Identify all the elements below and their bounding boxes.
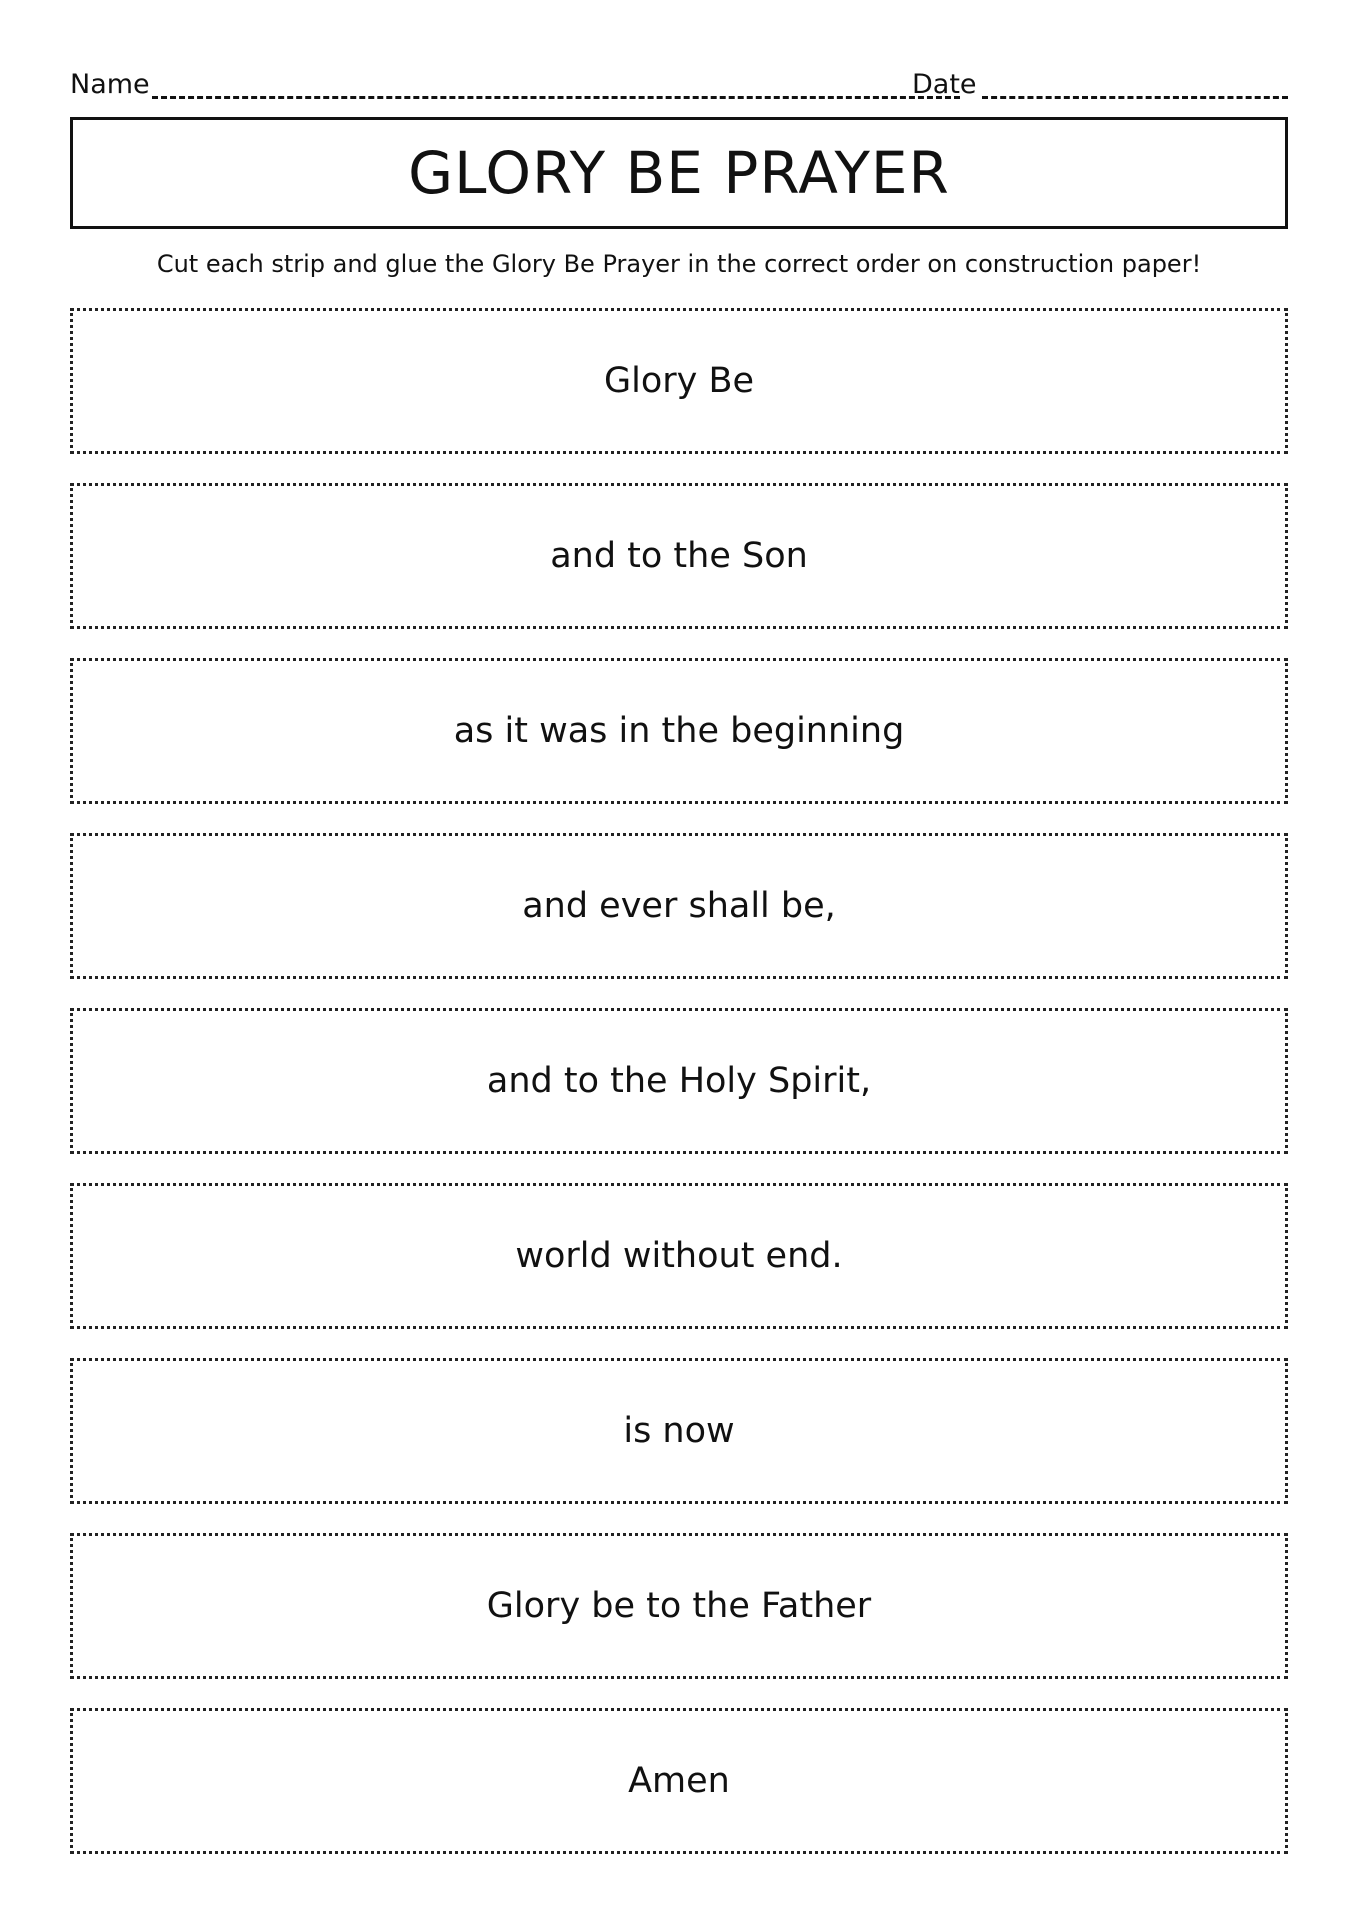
cut-strip[interactable] [70,1008,1288,1154]
cut-strip[interactable] [70,833,1288,979]
date-label: Date [912,69,977,100]
strip-text: Glory be to the Father [486,1586,872,1626]
cut-strip[interactable] [70,1708,1288,1854]
date-blank-line[interactable] [982,96,1288,99]
name-blank-line[interactable] [152,96,960,99]
cut-strip[interactable] [70,1358,1288,1504]
cut-strip[interactable] [70,1183,1288,1329]
name-date-row [70,62,1288,108]
cut-strip[interactable] [70,308,1288,454]
cut-strip[interactable] [70,658,1288,804]
strip-text: Amen [628,1761,730,1801]
strip-text: and to the Holy Spirit, [486,1061,872,1101]
cut-strip[interactable] [70,483,1288,629]
strip-text: and to the Son [550,536,808,576]
strip-text: and ever shall be, [522,886,836,926]
strip-text: is now [623,1411,735,1451]
title-box [70,117,1288,229]
page-title: GLORY BE PRAYER [408,139,950,207]
strip-text: Glory Be [603,361,755,401]
cut-strip[interactable] [70,1533,1288,1679]
strip-text: as it was in the beginning [453,711,905,751]
strip-text: world without end. [515,1236,843,1276]
instructions-text: Cut each strip and glue the Glory Be Prayer in the correct order on construction paper! [156,250,1202,278]
name-label: Name [70,69,150,100]
